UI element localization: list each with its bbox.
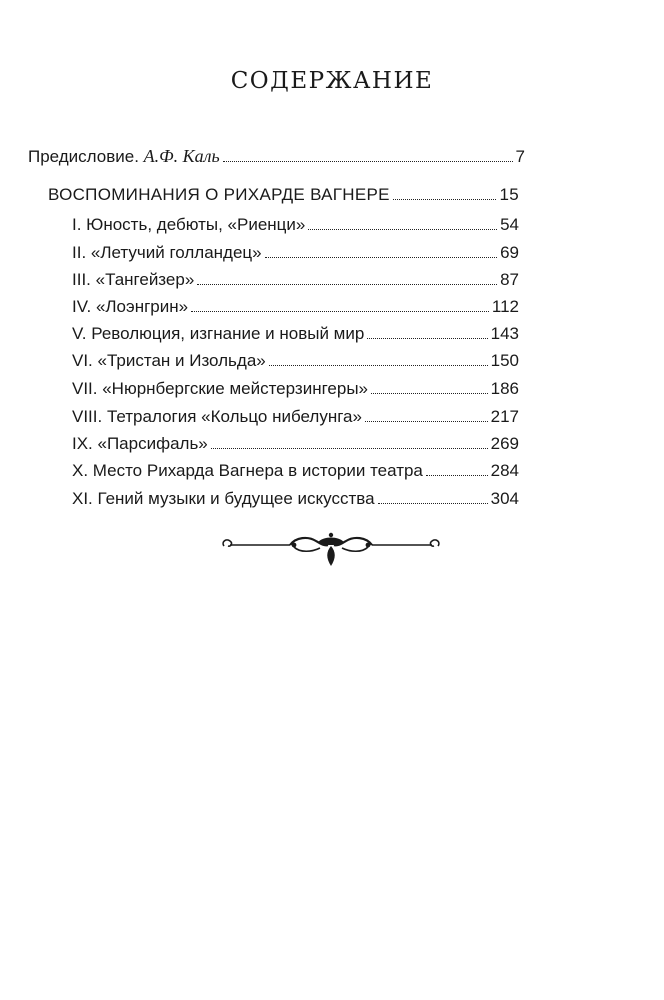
toc-page-number: 87 xyxy=(500,270,519,289)
toc-entry-label: X. Место Рихарда Вагнера в истории театра xyxy=(72,461,423,480)
dot-leader xyxy=(378,503,488,504)
toc-entry-chapter[interactable] xyxy=(72,351,519,371)
toc-entry-chapter[interactable] xyxy=(72,489,519,509)
toc-entry-chapter[interactable] xyxy=(72,297,519,317)
dot-leader xyxy=(426,475,488,476)
dot-leader xyxy=(197,284,497,285)
toc-entry-chapter[interactable] xyxy=(72,270,519,290)
toc-entry-label: V. Революция, изгнание и новый мир xyxy=(72,324,365,343)
toc-entry-chapter[interactable] xyxy=(72,243,519,263)
toc-page-number: 217 xyxy=(490,407,519,426)
dot-leader xyxy=(191,311,489,312)
toc-page-number: 269 xyxy=(490,434,519,453)
toc-page-number: 150 xyxy=(490,351,519,370)
toc-entry-label: IV. «Лоэнгрин» xyxy=(72,297,189,316)
toc-page-number: 54 xyxy=(500,215,519,234)
dot-leader xyxy=(365,421,488,422)
toc-entry-chapter[interactable] xyxy=(72,215,519,235)
toc-page-number: 112 xyxy=(491,297,519,316)
dot-leader xyxy=(367,338,487,339)
dot-leader xyxy=(308,229,497,230)
toc-entry-label: XI. Гений музыки и будущее искусства xyxy=(72,489,375,508)
toc-entry-chapter[interactable] xyxy=(72,461,519,481)
toc-page-number: 143 xyxy=(490,324,519,343)
toc-entry-chapter[interactable] xyxy=(72,379,519,399)
toc-entry-chapter[interactable] xyxy=(72,324,519,344)
toc-page-number: 15 xyxy=(499,185,519,204)
decorative-flourish-icon xyxy=(220,528,442,572)
page-title: СОДЕРЖАНИЕ xyxy=(230,68,434,94)
toc-entry-label: III. «Тангейзер» xyxy=(72,270,195,289)
dot-leader xyxy=(265,257,497,258)
dot-leader xyxy=(223,161,513,162)
dot-leader xyxy=(269,365,488,366)
toc-entry-chapter[interactable] xyxy=(72,434,519,454)
dot-leader xyxy=(393,199,497,200)
toc-page-number: 186 xyxy=(490,379,519,398)
toc-entry-label: VI. «Тристан и Изольда» xyxy=(72,351,266,370)
toc-entry-part[interactable] xyxy=(48,185,519,205)
toc-entry-label: ВОСПОМИНАНИЯ О РИХАРДЕ ВАГНЕРЕ xyxy=(48,185,390,204)
toc-entry-label xyxy=(28,146,220,167)
preface-author: А.Ф. Каль xyxy=(143,146,220,166)
toc-entry-label: II. «Летучий голландец» xyxy=(72,243,262,262)
toc-entry-label: VIII. Тетралогия «Кольцо нибелунга» xyxy=(72,407,362,426)
toc-entry-label: IX. «Парсифаль» xyxy=(72,434,208,453)
toc-page-number: 7 xyxy=(515,147,525,166)
toc-entry-chapter[interactable] xyxy=(72,407,519,427)
toc-entry-label: I. Юность, дебюты, «Риенци» xyxy=(72,215,306,234)
toc-page-number: 69 xyxy=(500,243,519,262)
toc-entry-preface[interactable] xyxy=(28,146,525,167)
toc-page-number: 284 xyxy=(490,461,519,480)
dot-leader xyxy=(211,448,488,449)
preface-title: Предисловие. xyxy=(28,147,144,166)
toc-entry-label: VII. «Нюрнбергские мейстерзингеры» xyxy=(72,379,368,398)
dot-leader xyxy=(371,393,488,394)
toc-page-number: 304 xyxy=(490,489,519,508)
